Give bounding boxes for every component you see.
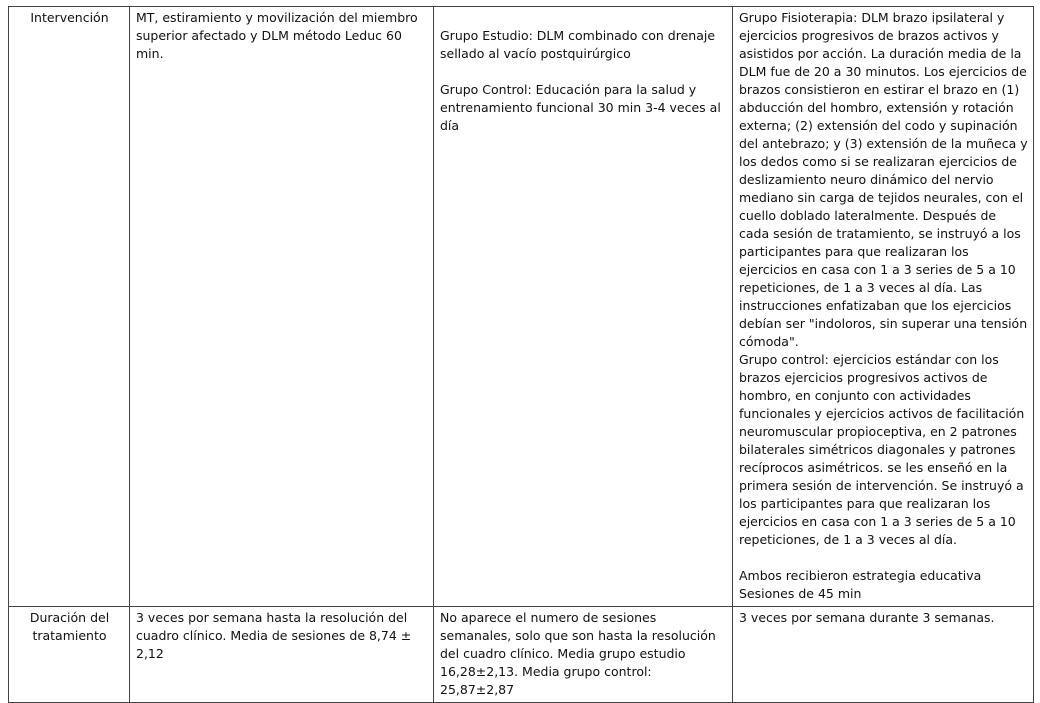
- session-length-text: Sesiones de 45 min: [739, 586, 862, 601]
- control-group-text: Grupo Control: Educación para la salud y entrenamiento funcional 30 min 3-4 veces al día: [440, 82, 721, 133]
- comparison-table: [8, 6, 1034, 703]
- spacer: [440, 63, 727, 81]
- physio-group-text: Grupo Fisioterapia: DLM brazo ipsilateral y ejercicios progresivos de brazos activos y asistidos por acción. La duración media de la DLM fue de 20 a 30 minutos. Los ejercicios de brazos consistieron en estirar el brazo en (1) abducción del hombro, extensión y rotación externa; (2) extensión del codo y supinación del antebrazo; y (3) extensión de la muñeca y los dedos como si se realizaran ejercicios de deslizamiento neuro dinámico del nervio mediano sin carga de tejidos neurales, con el cuello doblado lateralmente. Después de cada sesión de tratamiento, se instruyó a los participantes para que realizaran los ejercicios en casa con 1 a 3 series de 5 a 10 repeticiones, de 1 a 3 veces al día. Las instrucciones enfatizaban que los ejercicios debían ser "indoloros, sin superar una tensión cómoda".: [739, 10, 1028, 349]
- row-label: Duración del tratamiento: [29, 610, 110, 643]
- cell-text: No aparece el numero de sesiones semanales, solo que son hasta la resolución del cuadro clínico. Media grupo estudio 16,28±2,13. Media grupo control: 25,87±2,87: [440, 610, 716, 697]
- spacer: [739, 549, 1028, 567]
- table-cell-study-1: [130, 607, 434, 703]
- row-label: Intervención: [30, 10, 109, 25]
- spacer: [440, 9, 727, 27]
- table-cell-study-1: [130, 7, 434, 607]
- education-text: Ambos recibieron estrategia educativa: [739, 568, 982, 583]
- table-row-duracion: [9, 607, 1034, 703]
- row-label-cell: [9, 607, 130, 703]
- table-cell-study-3: [733, 607, 1034, 703]
- cell-text: 3 veces por semana durante 3 semanas.: [739, 610, 995, 625]
- table-cell-study-2: [434, 607, 733, 703]
- study-group-text: Grupo Estudio: DLM combinado con drenaje sellado al vacío postquirúrgico: [440, 28, 716, 61]
- table-row-intervencion: [9, 7, 1034, 607]
- table-cell-study-2: [434, 7, 733, 607]
- table-cell-study-3: [733, 7, 1034, 607]
- cell-text: MT, estiramiento y movilización del miembro superior afectado y DLM método Leduc 60 min.: [136, 10, 418, 61]
- control-group-text: Grupo control: ejercicios estándar con los brazos ejercicios progresivos activos de hombro, en conjunto con actividades funcionales y ejercicios activos de facilitación neuromuscular propioceptiva, en 2 patrones bilaterales simétricos diagonales y patrones recíprocos asimétricos. se les enseñó en la primera sesión de intervención. Se instruyó a los participantes para que realizaran los ejercicios en casa con 1 a 3 series de 5 a 10 repeticiones, de 1 a 3 veces al día.: [739, 352, 1025, 547]
- cell-text: 3 veces por semana hasta la resolución del cuadro clínico. Media de sesiones de 8,74 ± 2,12: [136, 610, 412, 661]
- row-label-cell: [9, 7, 130, 607]
